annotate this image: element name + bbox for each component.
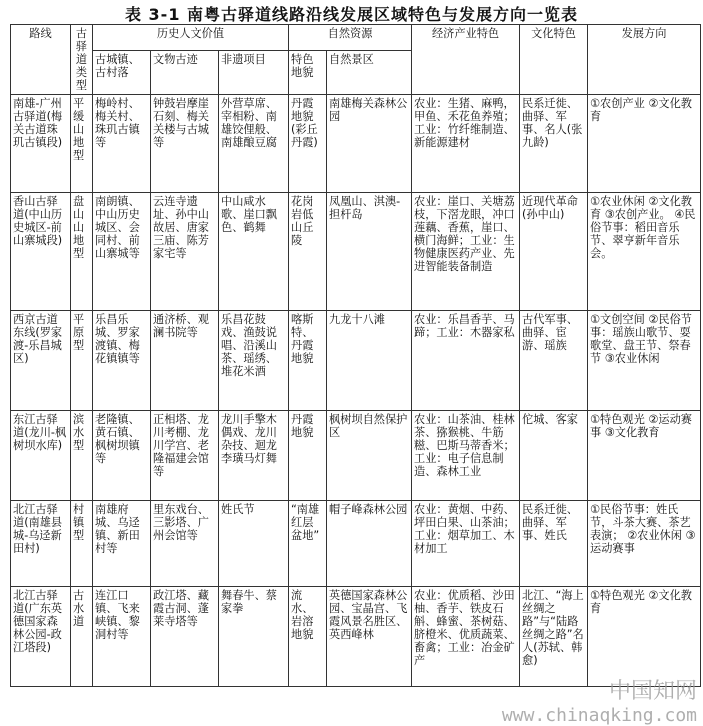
cell-route: 北江古驿道(广东英德国家森林公园-政江塔段) xyxy=(11,587,71,687)
cell-direction: ①文创空间 ②民俗节事：瑶族山歌节、耍歌堂、盘王节、祭春节 ③农业休闲 xyxy=(588,311,701,411)
header-economy: 经济产业特色 xyxy=(412,25,520,95)
subheader-scenic: 自然景区 xyxy=(327,50,412,94)
cell-route: 西京古道东线(罗家渡-乐昌城区) xyxy=(11,311,71,411)
cell-towns: 连江口镇、飞来峡镇、黎洞村等 xyxy=(93,587,151,687)
subheader-relics: 文物古迹 xyxy=(151,50,219,94)
cell-direction: ①民俗节事：姓氏节，斗茶大赛、茶艺表演； ②农业休闲 ③运动赛事 xyxy=(588,501,701,587)
cell-scenic: 枫树坝自然保护区 xyxy=(327,411,412,501)
cell-towns: 乐昌乐城、罗家渡镇、梅花镇镇等 xyxy=(93,311,151,411)
cell-heritage: 外营草席、宰相粉、南雄饺俚般、南雄酿豆腐 xyxy=(219,95,289,193)
cell-direction: ①农业休闲 ②文化教育 ③农创产业。 ④民俗节事：稻田音乐节、翠亨新年音乐会。 xyxy=(588,193,701,311)
cell-towns: 梅岭村、梅关村、珠玑古镇等 xyxy=(93,95,151,193)
cell-route: 北江古驿道(南雄县城-乌迳新田村) xyxy=(11,501,71,587)
cell-culture: 民系迁徙、曲驿、军事、姓氏 xyxy=(520,501,588,587)
cell-heritage: 乐昌花鼓戏、渔鼓说唱、沿溪山茶、瑶绣、堆花米酒 xyxy=(219,311,289,411)
cell-relics: 里东戏台、三影塔、广州会馆等 xyxy=(151,501,219,587)
cell-heritage: 舞春牛、蔡家拳 xyxy=(219,587,289,687)
cell-direction: ①特色观光 ②文化教育 xyxy=(588,587,701,687)
cell-scenic: 九龙十八滩 xyxy=(327,311,412,411)
cell-landform: 丹霞地貌(彩丘丹霞) xyxy=(289,95,327,193)
cell-type: 平缓山地型 xyxy=(71,95,93,193)
cell-economy: 农业：优质稻、沙田柚、香芋、铁皮石斛、蜂蜜、茶树菇、脐橙米、优质蔬菜、畜禽；工业：冶金矿产 xyxy=(412,587,520,687)
cell-landform: 流水、岩溶地貌 xyxy=(289,587,327,687)
cell-type: 村镇型 xyxy=(71,501,93,587)
cell-culture: 佗城、客家 xyxy=(520,411,588,501)
cell-culture: 近现代革命(孙中山) xyxy=(520,193,588,311)
header-row xyxy=(11,25,701,51)
header-history: 历史人文价值 xyxy=(93,25,289,51)
cell-heritage: 中山咸水歌、崖口飘色、鹤舞 xyxy=(219,193,289,311)
cell-economy: 农业：生猪、麻鸭，甲鱼、禾花鱼养殖；工业：竹纤维制造、新能源建材 xyxy=(412,95,520,193)
cell-scenic: 英德国家森林公园、宝晶宫、飞霞风景名胜区、英西峰林 xyxy=(327,587,412,687)
cell-relics: 正相塔、龙川考棚、龙川学宫、老隆福建会馆等 xyxy=(151,411,219,501)
header-direction: 发展方向 xyxy=(588,25,701,95)
cell-landform: 喀斯特、丹霞地貌 xyxy=(289,311,327,411)
cell-landform: 花岗岩低山丘陵 xyxy=(289,193,327,311)
cell-economy: 农业：黄烟、中药、坪田白果、山茶油；工业：烟草加工、木材加工 xyxy=(412,501,520,587)
table-row xyxy=(11,411,701,501)
cell-economy: 农业：山茶油、桂林茶、猕猴桃、牛筋糍、巴斯马蒂香米；工业：电子信息制造、森林工业 xyxy=(412,411,520,501)
cell-route: 香山古驿道(中山历史城区-前山寨城段) xyxy=(11,193,71,311)
cell-culture: 北江、“海上丝绸之路”与“陆路丝绸之路”名人(苏轼、韩愈) xyxy=(520,587,588,687)
cell-type: 滨水型 xyxy=(71,411,93,501)
table-row xyxy=(11,193,701,311)
watermark-cn: 中国知网 xyxy=(608,679,697,704)
cell-landform: “南雄红层盆地” xyxy=(289,501,327,587)
cell-relics: 政江塔、藏霞古洞、蓬莱寺塔等 xyxy=(151,587,219,687)
cell-type: 盘山山地型 xyxy=(71,193,93,311)
subheader-towns: 古城镇、古村落 xyxy=(93,50,151,94)
cell-towns: 老隆镇、黄石镇、枫树坝镇等 xyxy=(93,411,151,501)
feature-table xyxy=(10,24,701,687)
cell-direction: ①特色观光 ②运动赛事 ③文化教育 xyxy=(588,411,701,501)
table-row xyxy=(11,95,701,193)
cell-economy: 农业：乐昌香芋、马蹄；工业：木器家私 xyxy=(412,311,520,411)
subheader-heritage: 非遗项目 xyxy=(219,50,289,94)
table-title: 表 3-1 南粤古驿道线路沿线发展区域特色与发展方向一览表 xyxy=(124,5,579,24)
cell-economy: 农业：崖口、关塘荔枝，下滘龙眼，冲口莲藕、香蕉，崖口、横门海鲜；工业：生物健康医药产业、先进智能装备制造 xyxy=(412,193,520,311)
cell-type: 古水道 xyxy=(71,587,93,687)
cell-landform: 丹霞地貌 xyxy=(289,411,327,501)
cell-route: 南雄-广州古驿道(梅关古道珠玑古镇段) xyxy=(11,95,71,193)
table-row xyxy=(11,587,701,687)
header-type: 古驿道类型 xyxy=(71,25,93,95)
cell-relics: 云连寺遗址、孙中山故居、唐家三庙、陈芳家宅等 xyxy=(151,193,219,311)
cell-heritage: 龙川手擎木偶戏、龙川杂技、迴龙李璜马灯舞 xyxy=(219,411,289,501)
header-route: 路线 xyxy=(11,25,71,95)
cell-scenic: 帽子峰森林公园 xyxy=(327,501,412,587)
table-row xyxy=(11,311,701,411)
cell-heritage: 姓氏节 xyxy=(219,501,289,587)
cell-towns: 南雄府城、乌迳镇、新田村等 xyxy=(93,501,151,587)
table-row xyxy=(11,501,701,587)
cell-culture: 古代军事、曲驿、宦游、瑶族 xyxy=(520,311,588,411)
header-culture: 文化特色 xyxy=(520,25,588,95)
cell-culture: 民系迁徙、曲驿、军事、名人(张九龄) xyxy=(520,95,588,193)
cell-direction: ①农创产业 ②文化教育 xyxy=(588,95,701,193)
cell-relics: 通济桥、观澜书院等 xyxy=(151,311,219,411)
cell-route: 东江古驿道(龙川-枫树坝水库) xyxy=(11,411,71,501)
cell-type: 平原型 xyxy=(71,311,93,411)
cell-relics: 钟鼓岩摩崖石刻、梅关关楼与古城等 xyxy=(151,95,219,193)
header-nature: 自然资源 xyxy=(289,25,412,51)
cell-scenic: 南雄梅关森林公园 xyxy=(327,95,412,193)
cell-scenic: 凤凰山、淇澳-担杆岛 xyxy=(327,193,412,311)
watermark-url: www.chinaqking.com xyxy=(501,705,697,726)
cell-towns: 南朗镇、中山历史城区、会同村、前山寨城等 xyxy=(93,193,151,311)
subheader-landform: 特色地貌 xyxy=(289,50,327,94)
